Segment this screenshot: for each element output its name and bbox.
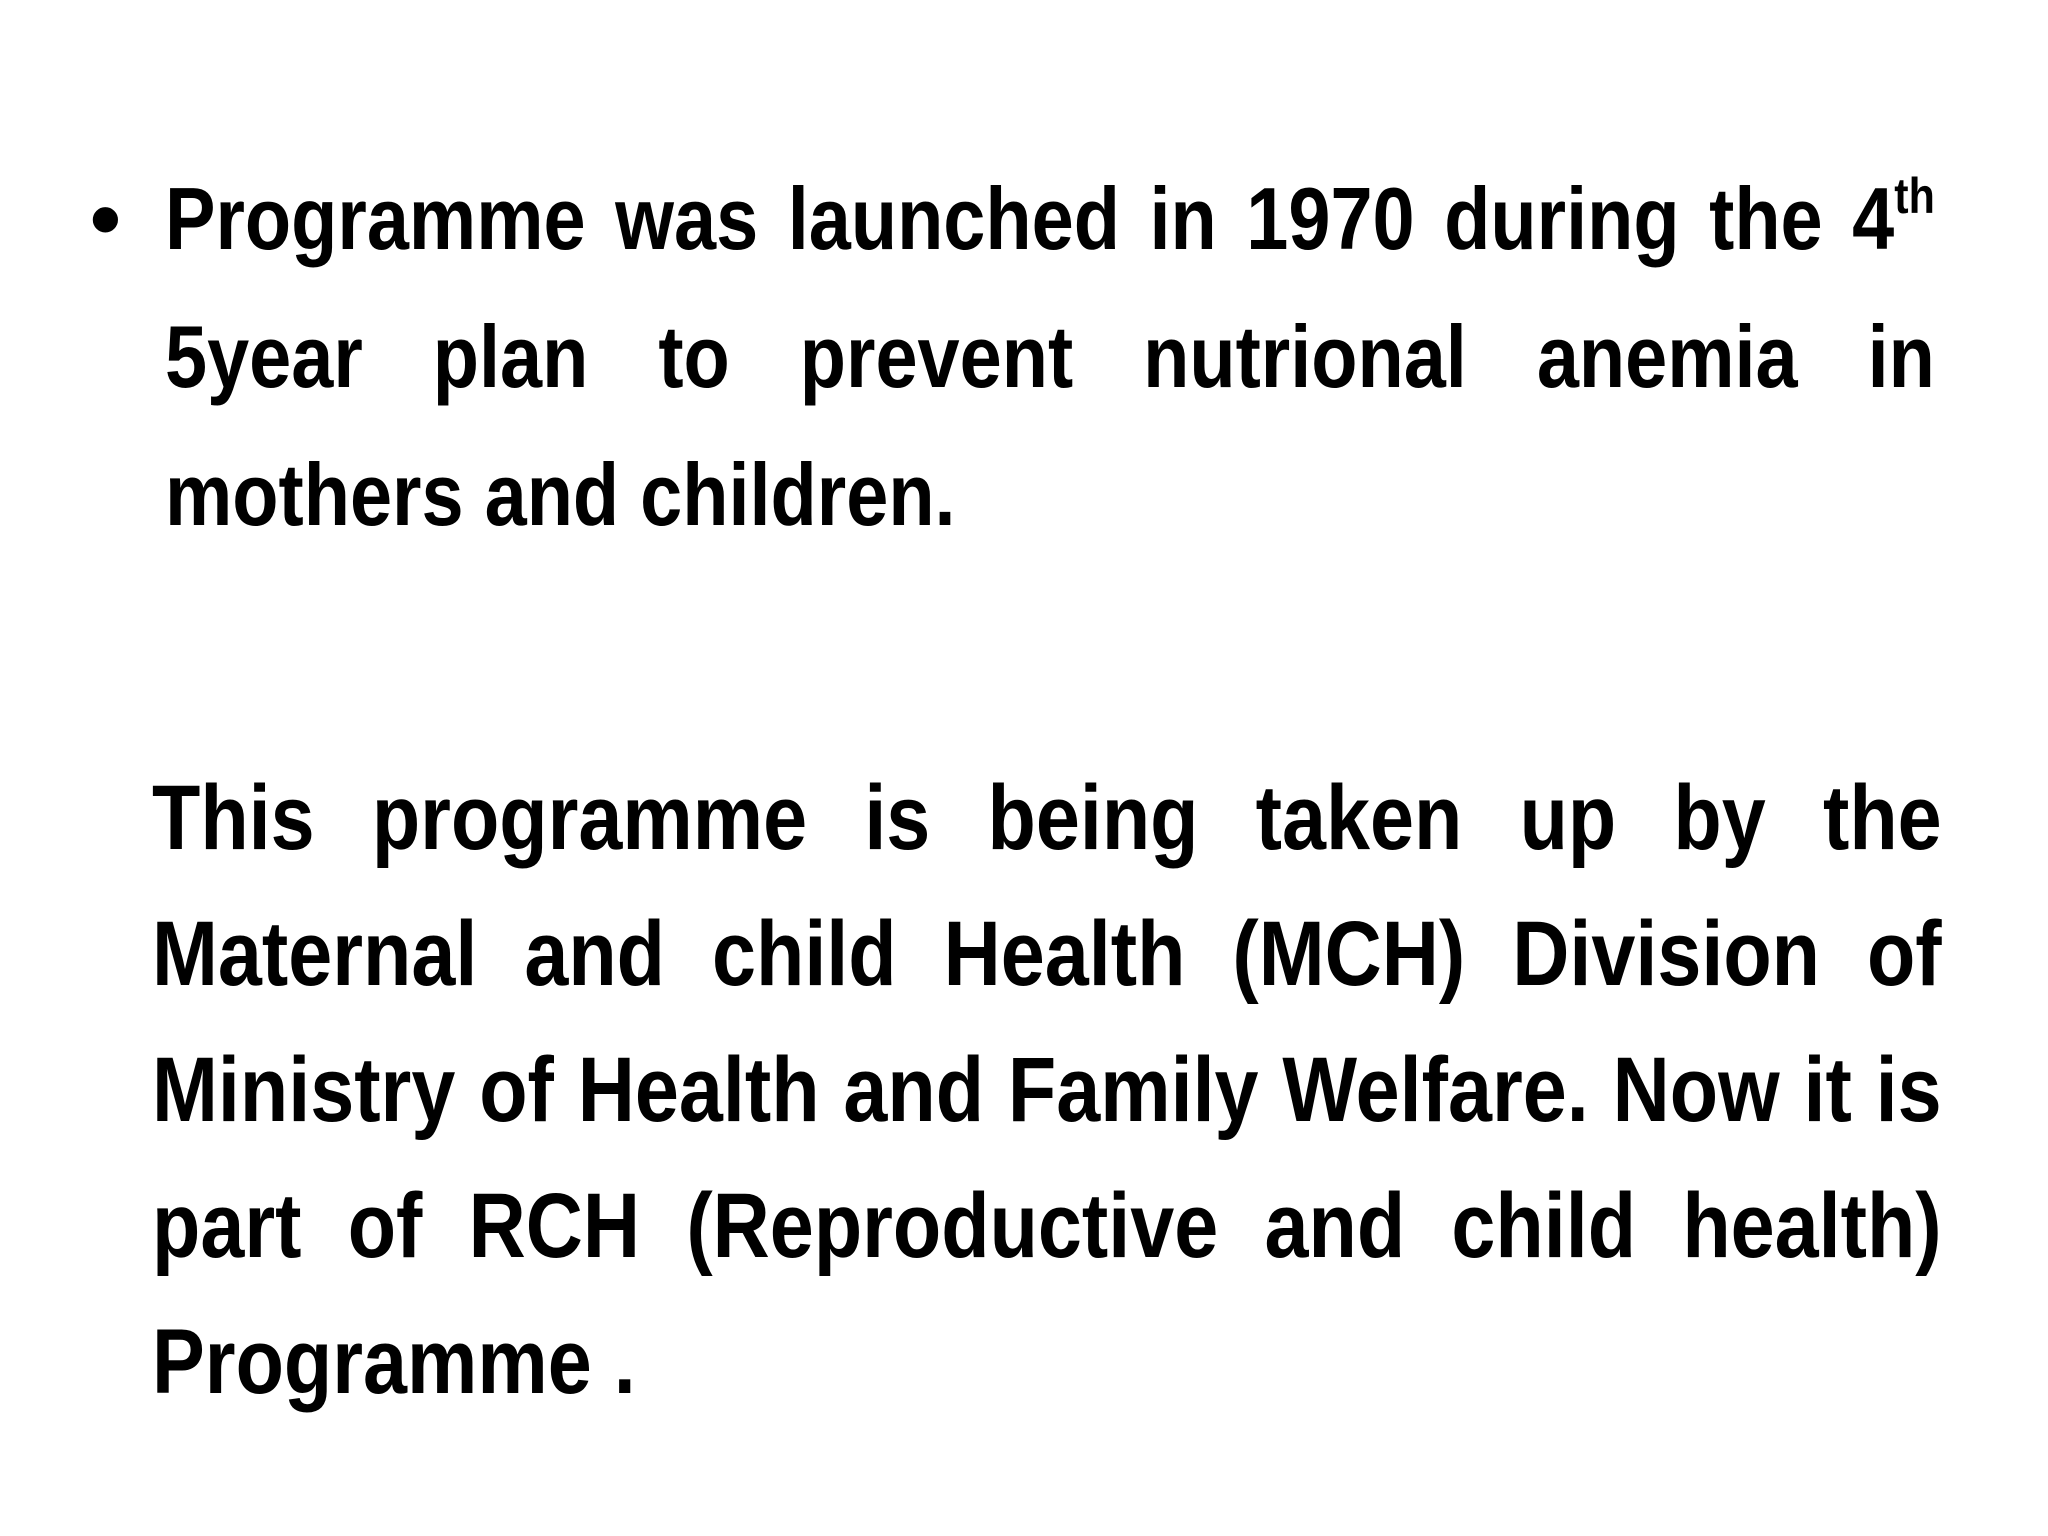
bullet-dot-icon: •: [90, 169, 121, 268]
bullet-text: [165, 150, 1935, 564]
ordinal-suffix: th: [1894, 168, 1935, 224]
bullet-text-end: 5year plan to prevent nutrional anemia in mothers and children.: [165, 307, 1935, 544]
body-paragraph: This programme is being taken up by the Maternal and child Health (MCH) Division of Ministry of Health and Family Welfare. Now it is part of RCH (Reproductive and child health) Programme .: [152, 767, 1942, 1413]
bullet-text-start: Programme was launched in 1970 during the 4: [165, 169, 1895, 268]
